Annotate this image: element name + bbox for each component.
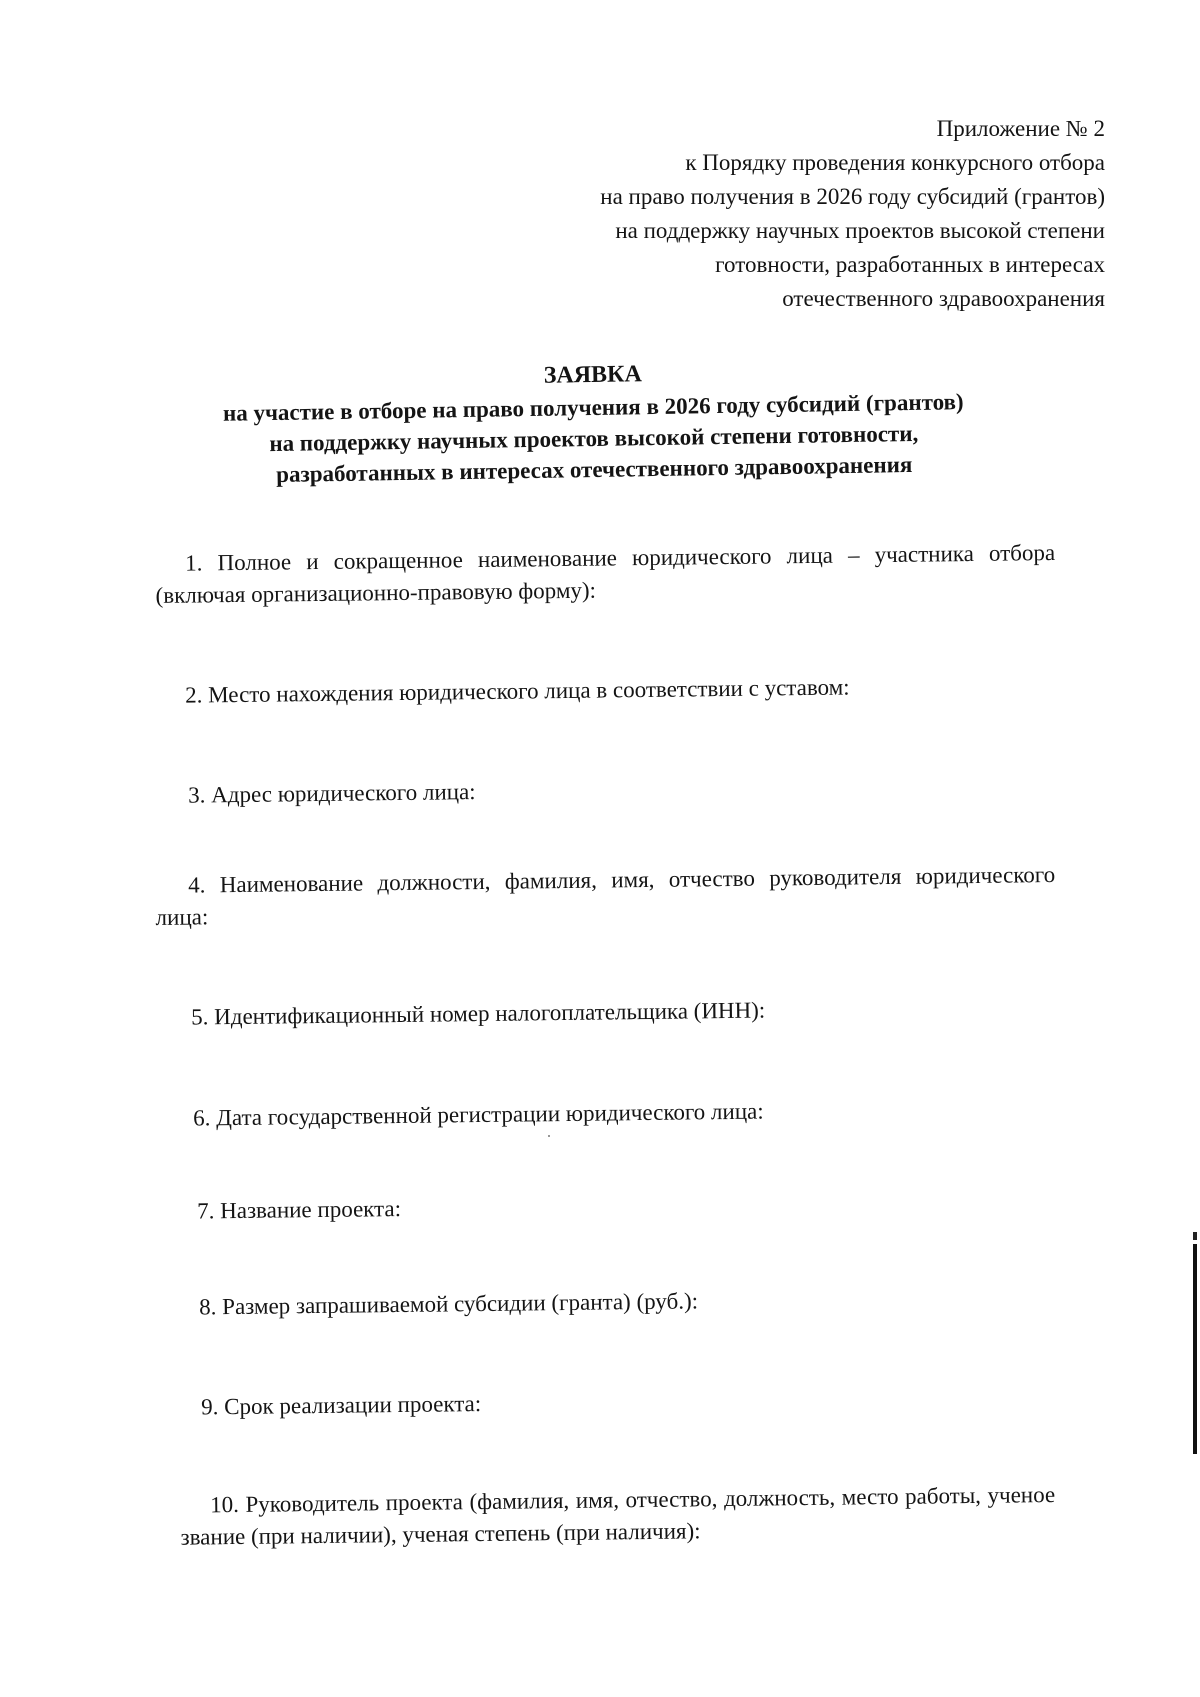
field-text: лица: xyxy=(155,904,209,930)
field-text: 1. Полное и сокращенное наименование юридического лица – участника отбора xyxy=(185,540,1056,576)
appendix-line: к Порядку проведения конкурсного отбора xyxy=(685,150,1105,175)
appendix-line: отечественного здравоохранения xyxy=(782,286,1105,311)
field-text: 3. Адрес юридического лица: xyxy=(188,779,476,808)
field-director xyxy=(155,859,1056,934)
field-text: 8. Размер запрашиваемой субсидии (гранта) (руб.): xyxy=(199,1288,699,1320)
field-project-name xyxy=(155,1185,1055,1228)
appendix-header xyxy=(485,112,1105,316)
title-line: разработанных в интересах отечественного здравоохранения xyxy=(275,451,913,487)
field-address xyxy=(155,769,1055,812)
field-inn xyxy=(155,991,1055,1034)
title-line: на участие в отборе на право получения в 2026 году субсидий (грантов) xyxy=(222,389,964,426)
scan-margin-mark xyxy=(1193,1232,1197,1454)
field-text: 2. Место нахождения юридического лица в соответствии с уставом: xyxy=(185,674,850,708)
field-text: 5. Идентификационный номер налогоплательщика (ИНН): xyxy=(191,997,766,1030)
field-text: (включая организационно-правовую форму): xyxy=(155,577,597,608)
field-text: 4. Наименование должности, фамилия, имя, отчество руководителя юридического xyxy=(188,862,1056,898)
field-text: 7. Название проекта: xyxy=(197,1195,402,1224)
appendix-line: на право получения в 2026 году субсидий (грантов) xyxy=(600,184,1105,209)
field-text: 10. Руководитель проекта (фамилия, имя, отчество, должность, место работы, ученое xyxy=(210,1482,1056,1518)
title-line: на поддержку научных проектов высокой степени готовности, xyxy=(269,420,919,457)
document-title xyxy=(140,351,1047,492)
field-text: 9. Срок реализации проекта: xyxy=(201,1391,482,1420)
field-text: 6. Дата государственной регистрации юридического лица: xyxy=(193,1098,764,1131)
appendix-line: на поддержку научных проектов высокой степени xyxy=(615,218,1105,243)
field-grant-amount xyxy=(155,1281,1055,1324)
field-registration-date xyxy=(155,1092,1055,1135)
title-main: ЗАЯВКА xyxy=(543,361,642,389)
field-project-leader xyxy=(155,1479,1056,1554)
field-location xyxy=(155,669,1055,712)
field-project-term xyxy=(155,1381,1055,1424)
appendix-line: готовности, разработанных в интересах xyxy=(715,252,1105,277)
scan-speck xyxy=(548,1135,550,1137)
field-legal-entity-name xyxy=(155,537,1056,612)
field-text: звание (при наличии), ученая степень (при наличия): xyxy=(180,1518,701,1550)
appendix-line: Приложение № 2 xyxy=(936,116,1105,141)
